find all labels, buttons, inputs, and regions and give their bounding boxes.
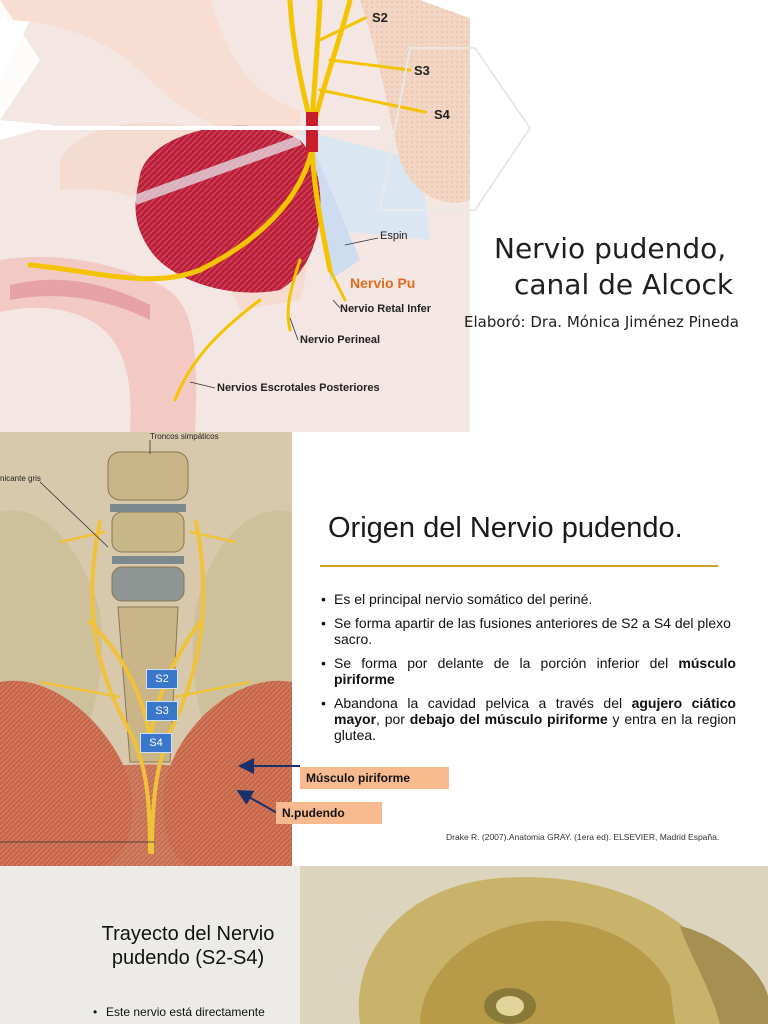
tag-s3: S3 [146, 701, 178, 721]
tag-s4: S4 [140, 733, 172, 753]
tag-s2: S2 [146, 669, 178, 689]
bullet-text: Se forma apartir de las fusiones anteriores de S2 a S4 del plexo sacro. [334, 615, 731, 647]
slide-trayecto [0, 866, 768, 1024]
title-line-2: canal de Alcock [514, 268, 734, 301]
label-s3: S3 [414, 63, 430, 78]
label-nervios-escrotales: Nervios Escrotales Posteriores [217, 382, 380, 394]
bullet-text: Se forma por delante de la porción inferior del [334, 655, 679, 671]
label-espina: Espin [380, 230, 408, 242]
callout-musculo-piriforme: Músculo piriforme [300, 767, 449, 789]
label-nervio-perineal: Nervio Perineal [300, 334, 381, 346]
bullet-text: , por [376, 711, 410, 727]
label-comunicante: nicante gris [0, 474, 41, 483]
bullet-item [334, 655, 736, 687]
bullet-text: y entra en la region glutea. [334, 711, 737, 743]
bullet-item [334, 695, 736, 743]
title-line-1: Nervio pudendo, [494, 232, 727, 265]
slide-origen [0, 432, 768, 866]
slide3-bullet-list [92, 1004, 334, 1024]
slide3-bullet: • Este nervio está directamente [106, 1004, 334, 1020]
callout-n-pudendo: N.pudendo [276, 802, 382, 824]
label-nervio-pudendo: Nervio Pu [350, 275, 416, 291]
bullet-text: músculo piriforme [334, 655, 736, 687]
title-underline [320, 565, 718, 567]
pelvic-anatomy-illustration [0, 0, 768, 432]
bullet-item [334, 615, 736, 647]
bullet-text: Abandona la cavidad pelvica a través del [334, 695, 632, 711]
reference-citation: Drake R. (2007).Anatomia GRAY. (1era ed). ELSEVIER, Madrid España. [446, 832, 720, 842]
pelvic-bone-illustration [300, 866, 768, 1024]
label-troncos: Troncos simpáticos [150, 432, 219, 441]
bullet-item [334, 591, 736, 607]
label-nervio-rectal: Nervio Retal Infer [340, 303, 432, 315]
label-s2: S2 [372, 10, 388, 25]
slide3-title: Trayecto del Nervio pudendo (S2-S4) [101, 923, 275, 969]
bullet-text: debajo del músculo piriforme [409, 711, 608, 727]
bullet-text: Es el principal nervio somático del periné. [334, 591, 593, 607]
bullet-list [320, 591, 736, 751]
author-line: Elaboró: Dra. Mónica Jiménez Pineda [464, 313, 739, 331]
bullet-text: agujero ciático mayor [334, 695, 736, 727]
slide2-title: Origen del Nervio pudendo. [328, 512, 683, 544]
slide-title [0, 0, 768, 432]
label-s4: S4 [434, 107, 450, 122]
